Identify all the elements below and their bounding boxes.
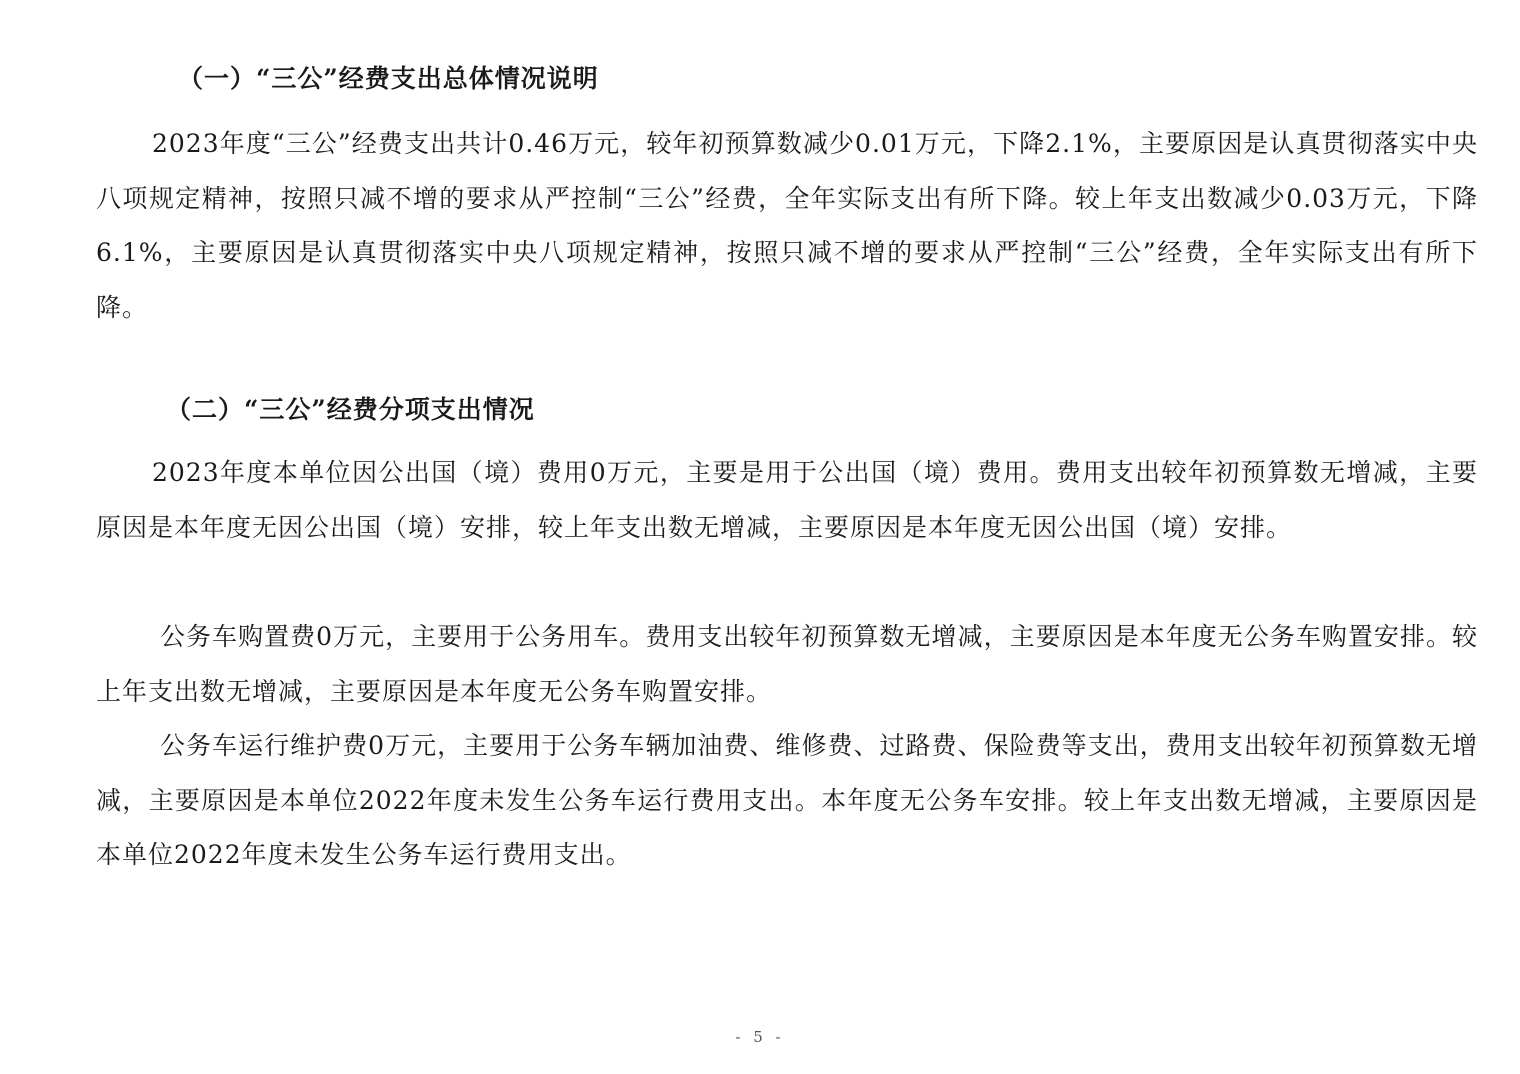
paragraph-overall-expenditure: 2023年度“三公”经费支出共计0.46万元，较年初预算数减少0.01万元，下降2.1%，主要原因是认真贯彻落实中央八项规定精神，按照只减不增的要求从严控制“三公”经费，全年实际支出有所下降。较上年支出数减少0.03万元，下降6.1%，主要原因是认真贯彻落实中央八项规定精神，按照只减不增的要求从严控制“三公”经费，全年实际支出有所下降。 [96,129,1478,322]
page-number: - 5 - [735,1028,785,1046]
paragraph-overseas-travel: 2023年度本单位因公出国（境）费用0万元，主要是用于公出国（境）费用。费用支出较年初预算数无增减，主要原因是本年度无因公出国（境）安排，较上年支出数无增减，主要原因是本年度无因公出国（境）安排。 [96,458,1478,542]
section-heading-itemized: （二）“三公”经费分项支出情况 [166,395,535,424]
paragraph-vehicle-purchase: 公务车购置费0万元，主要用于公务用车。费用支出较年初预算数无增减，主要原因是本年度无公务车购置安排。较上年支出数无增减，主要原因是本年度无公务车购置安排。 [96,622,1478,706]
section-heading-overall: （一）“三公”经费支出总体情况说明 [178,64,599,93]
paragraph-vehicle-operation: 公务车运行维护费0万元，主要用于公务车辆加油费、维修费、过路费、保险费等支出，费用支出较年初预算数无增减，主要原因是本单位2022年度未发生公务车运行费用支出。本年度无公务车安排。较上年支出数无增减，主要原因是本单位2022年度未发生公务车运行费用支出。 [96,731,1478,869]
